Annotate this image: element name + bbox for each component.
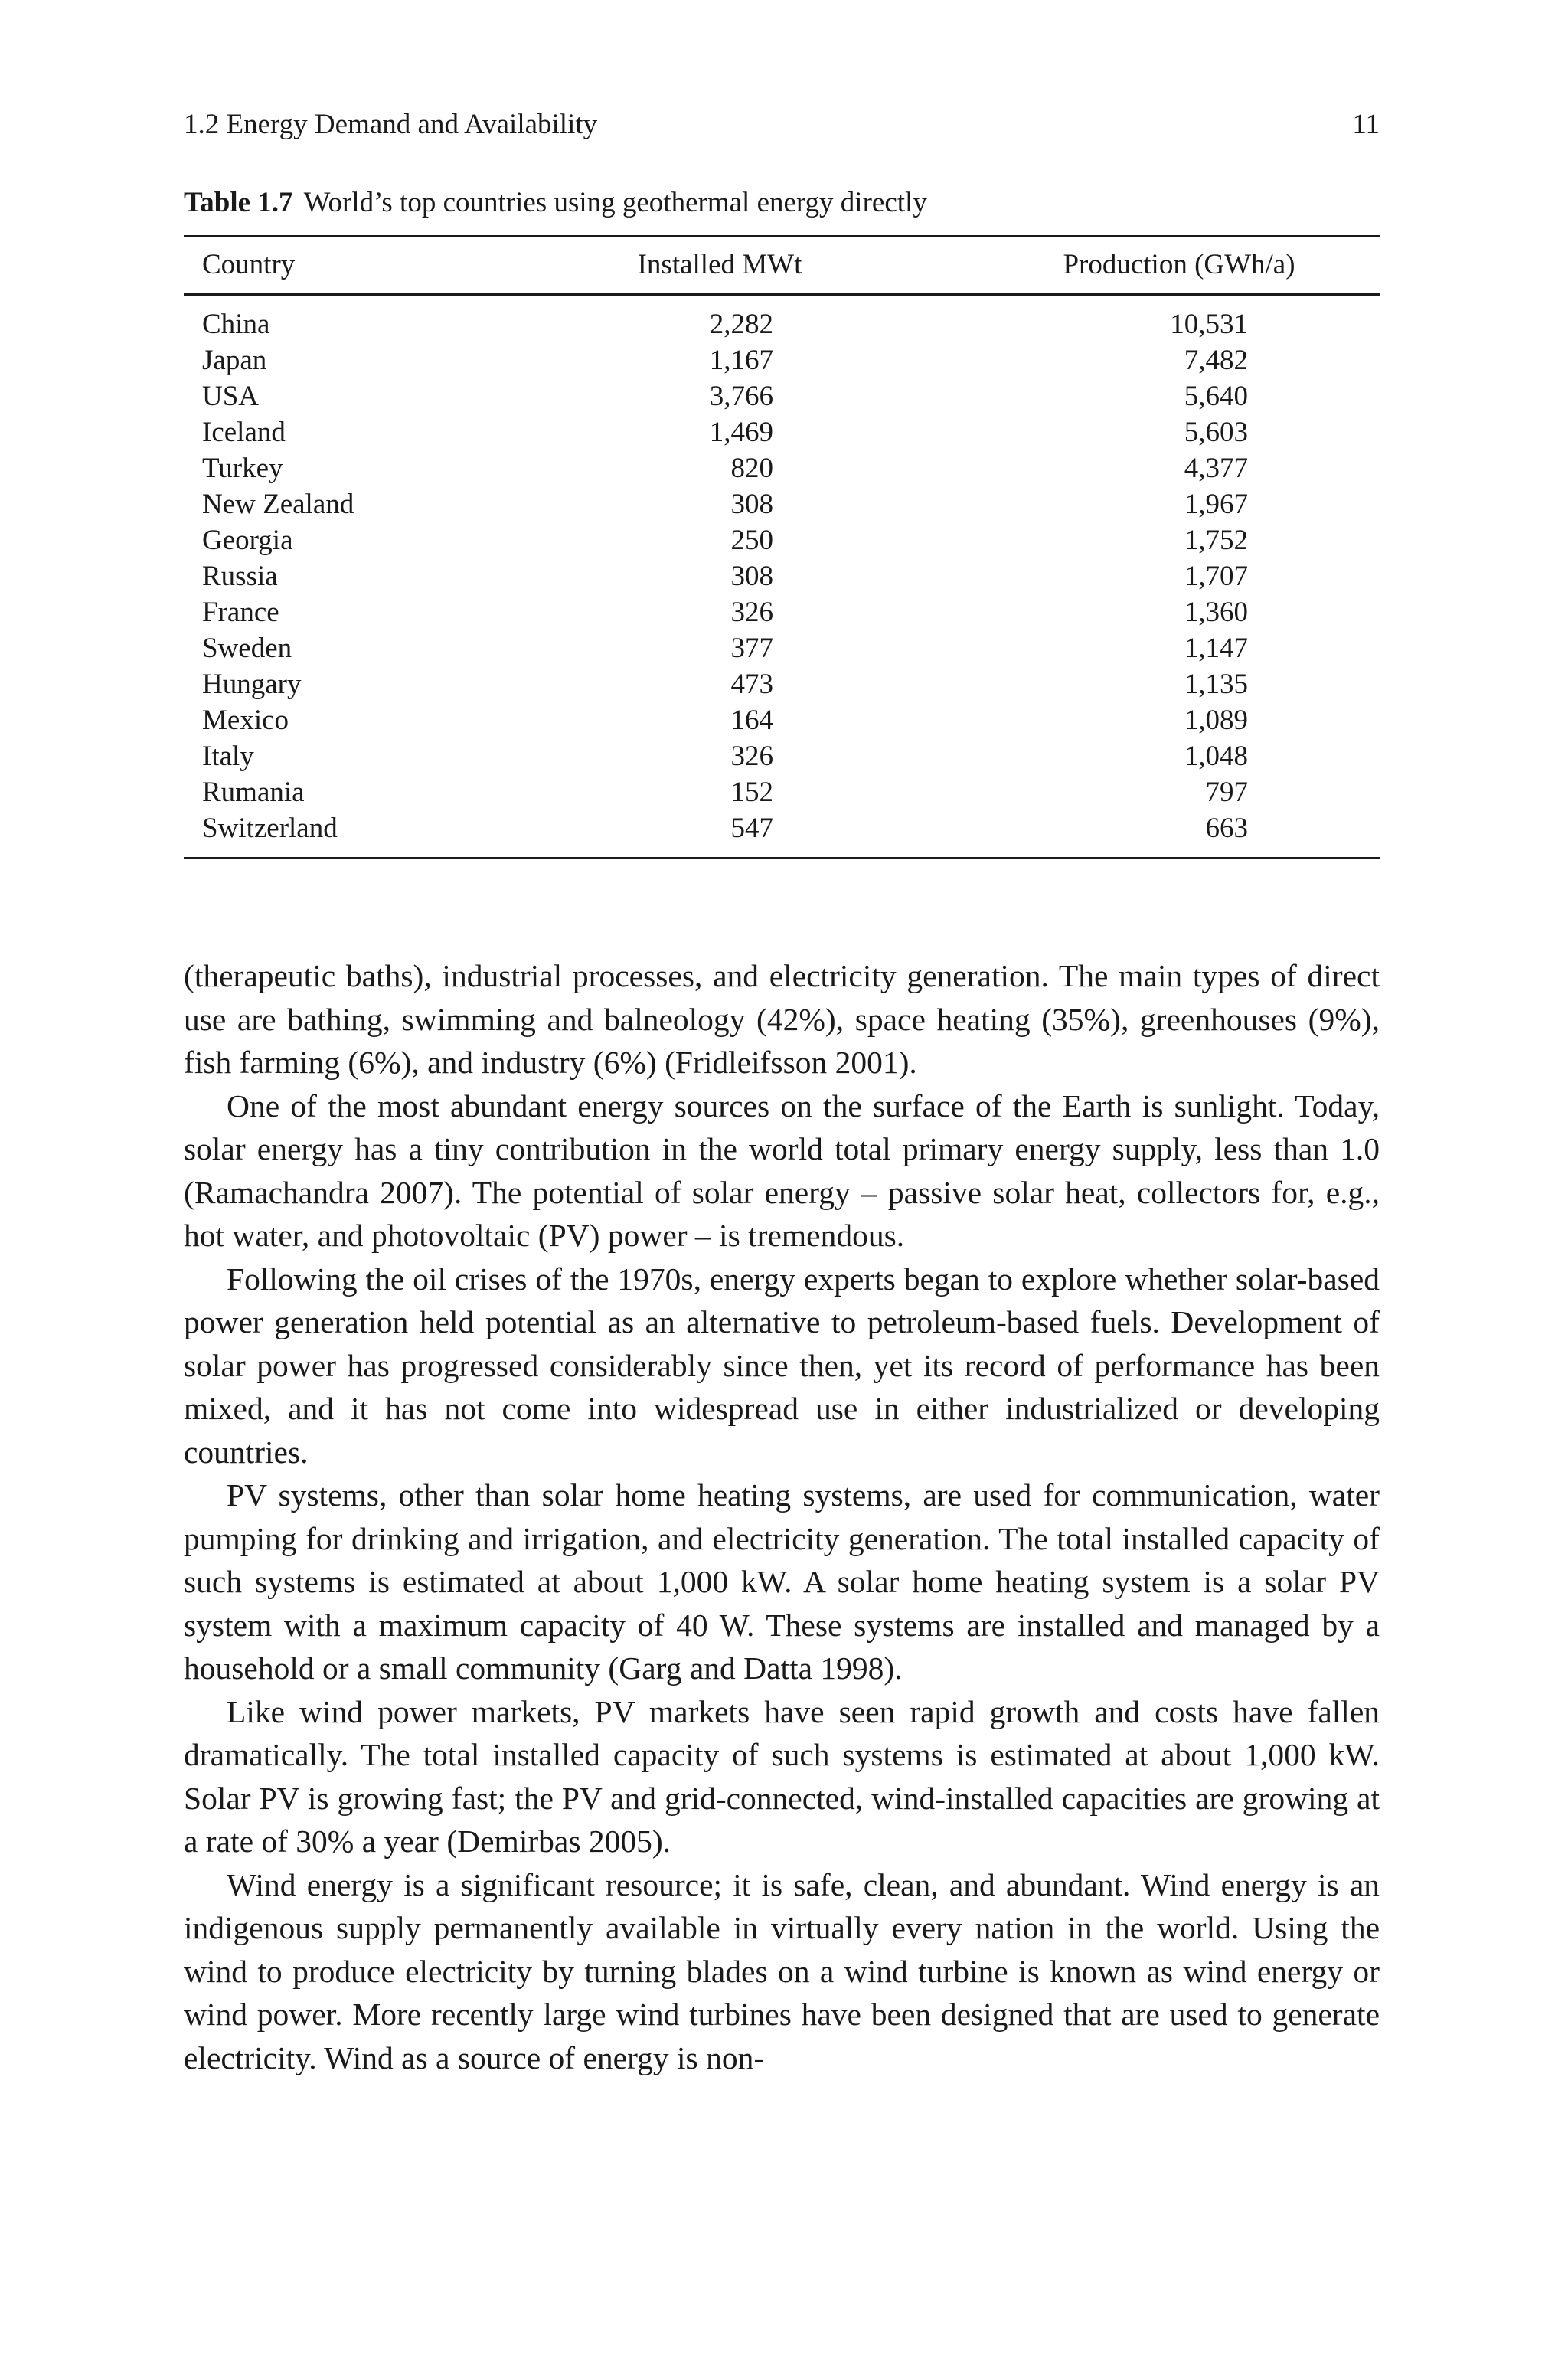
header-production: Production (GWh/a) <box>1063 249 1295 280</box>
paragraph: Like wind power markets, PV markets have seen rapid growth and costs have fallen dramatically. The total installed capacity of such systems is estimated at about 1,000 kW. Solar PV is growing fast; the PV and grid-connected, wind-installed capacities are growing at a rate of 30% a year (Demirbas 2005). <box>184 1693 1380 1859</box>
table-row <box>184 774 1380 810</box>
cell-installed-mwt: 547 <box>730 813 773 844</box>
running-head-section: 1.2 Energy Demand and Availability <box>184 109 598 140</box>
table-body <box>184 306 1380 846</box>
paragraph: (therapeutic baths), industrial processes, and electricity generation. The main types of direct use are bathing, swimming and balneology (42%), space heating (35%), greenhouses (9%), fish farming (6%), and industry (6%) (Fridleifsson 2001). <box>184 958 1380 1080</box>
cell-installed-mwt: 164 <box>730 705 773 736</box>
cell-country: China <box>202 309 270 340</box>
running-head <box>184 106 1380 144</box>
table-header-rule <box>184 293 1380 296</box>
cell-installed-mwt: 326 <box>730 597 773 628</box>
table-row <box>184 450 1380 486</box>
cell-country: Japan <box>202 345 267 376</box>
cell-installed-mwt: 152 <box>730 777 773 808</box>
cell-country: Hungary <box>202 669 302 700</box>
cell-production: 1,048 <box>1184 741 1248 772</box>
cell-production: 1,967 <box>1184 489 1248 520</box>
cell-country: Georgia <box>202 525 293 556</box>
table-row <box>184 630 1380 666</box>
table-header <box>184 244 1380 286</box>
table-label: Table 1.7 <box>184 187 293 218</box>
cell-production: 1,707 <box>1184 561 1248 592</box>
cell-country: Turkey <box>202 453 283 484</box>
cell-installed-mwt: 473 <box>730 669 773 700</box>
cell-production: 5,603 <box>1184 417 1248 448</box>
cell-country: Sweden <box>202 633 292 664</box>
table-row <box>184 378 1380 414</box>
cell-production: 4,377 <box>1184 453 1248 484</box>
page-number: 11 <box>1352 109 1380 140</box>
table-row <box>184 558 1380 594</box>
cell-installed-mwt: 250 <box>730 525 773 556</box>
cell-country: Mexico <box>202 705 289 736</box>
cell-country: Switzerland <box>202 813 338 844</box>
cell-installed-mwt: 1,167 <box>709 345 773 376</box>
table-caption <box>184 184 1380 222</box>
cell-country: New Zealand <box>202 489 354 520</box>
cell-production: 1,752 <box>1184 525 1248 556</box>
cell-production: 1,089 <box>1184 705 1248 736</box>
cell-country: Iceland <box>202 417 286 448</box>
cell-production: 797 <box>1205 777 1248 808</box>
cell-production: 5,640 <box>1184 381 1248 412</box>
table-row <box>184 702 1380 738</box>
table-row <box>184 486 1380 522</box>
cell-installed-mwt: 377 <box>730 633 773 664</box>
cell-installed-mwt: 326 <box>730 741 773 772</box>
cell-installed-mwt: 2,282 <box>709 309 773 340</box>
cell-installed-mwt: 308 <box>730 489 773 520</box>
cell-production: 10,531 <box>1170 309 1248 340</box>
cell-country: USA <box>202 381 260 412</box>
cell-country: Rumania <box>202 777 305 808</box>
table-row <box>184 810 1380 846</box>
body-text <box>184 954 1380 2079</box>
header-installed-mwt: Installed MWt <box>637 249 802 280</box>
table-row <box>184 306 1380 342</box>
cell-country: Russia <box>202 561 278 592</box>
table-top-rule <box>184 235 1380 237</box>
cell-installed-mwt: 308 <box>730 561 773 592</box>
table-bottom-rule <box>184 857 1380 859</box>
cell-country: France <box>202 597 279 628</box>
header-country: Country <box>202 249 296 280</box>
cell-installed-mwt: 3,766 <box>709 381 773 412</box>
paragraph: Following the oil crises of the 1970s, energy experts began to explore whether solar-based power generation held potential as an alternative to petroleum-based fuels. Development of solar power has progressed considerably since then, yet its record of performance has been mixed, and it has not come into widespread use in either industrialized or developing countries. <box>184 1261 1380 1470</box>
cell-installed-mwt: 1,469 <box>709 417 773 448</box>
cell-production: 7,482 <box>1184 345 1248 376</box>
cell-installed-mwt: 820 <box>730 453 773 484</box>
paragraph: PV systems, other than solar home heating systems, are used for communication, water pumping for drinking and irrigation, and electricity generation. The total installed capacity of such systems is estimated at about 1,000 kW. A solar home heating system is a solar PV system with a maximum capacity of 40 W. These systems are installed and managed by a household or a small community (Garg and Datta 1998). <box>184 1477 1380 1686</box>
cell-production: 1,360 <box>1184 597 1248 628</box>
table-row <box>184 414 1380 450</box>
cell-production: 1,147 <box>1184 633 1248 664</box>
paragraph: One of the most abundant energy sources on the surface of the Earth is sunlight. Today, solar energy has a tiny contribution in the world total primary energy supply, less than 1.0 (Ramachandra 2007). The potential of solar energy – passive solar heat, collectors for, e.g., hot water, and photovoltaic (PV) power – is tremendous. <box>184 1088 1380 1253</box>
table-caption-text: World’s top countries using geothermal energy directly <box>303 187 927 218</box>
cell-production: 1,135 <box>1184 669 1248 700</box>
table-row <box>184 666 1380 702</box>
paragraph: Wind energy is a significant resource; it is safe, clean, and abundant. Wind energy is an indigenous supply permanently available in virtually every nation in the world. Using the wind to produce electricity by turning blades on a wind turbine is known as wind energy or wind power. More recently large wind turbines have been designed that are used to generate electricity. Wind as a source of energy is non- <box>184 1866 1380 2075</box>
table-row <box>184 594 1380 630</box>
table-row <box>184 738 1380 774</box>
table-row <box>184 522 1380 558</box>
cell-production: 663 <box>1205 813 1248 844</box>
table-row <box>184 342 1380 378</box>
cell-country: Italy <box>202 741 254 772</box>
